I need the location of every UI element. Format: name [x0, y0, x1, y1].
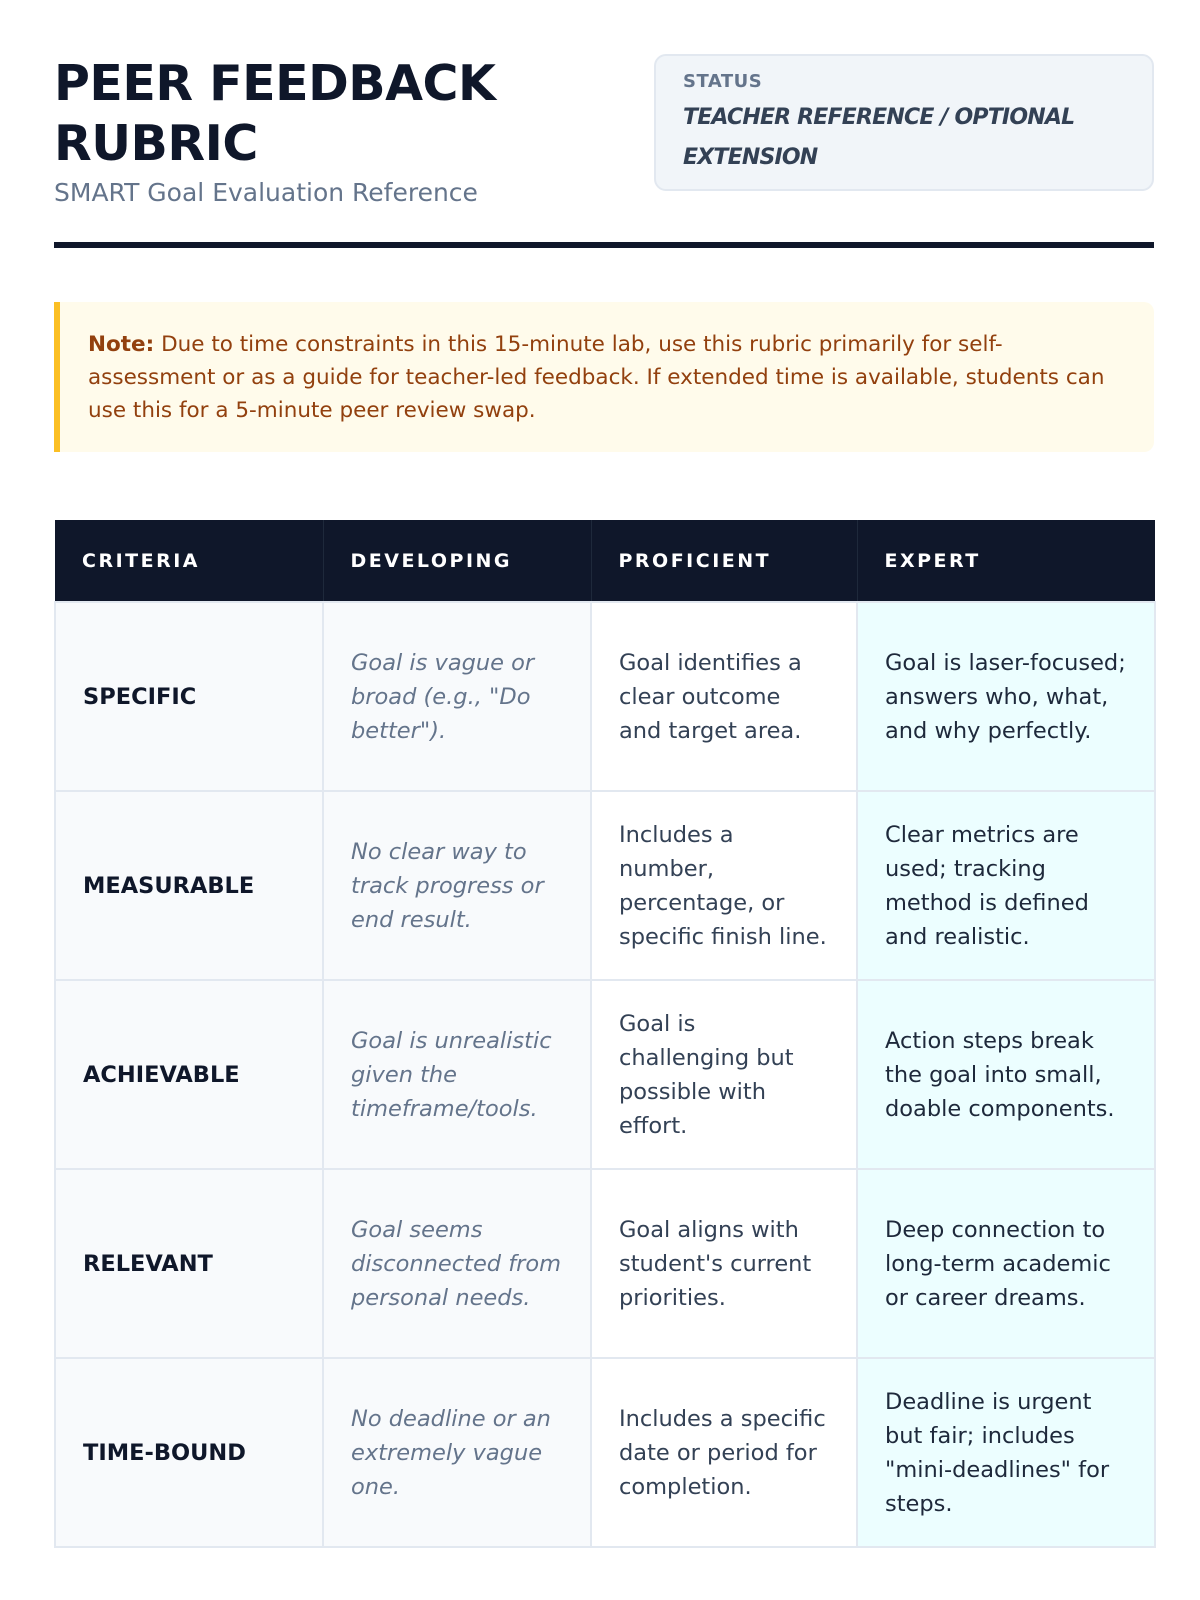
criteria-cell: RELEVANT	[55, 1169, 323, 1358]
status-label: STATUS	[683, 71, 763, 92]
rubric-table	[54, 520, 1156, 1548]
proficient-cell: Includes a number, percentage, or specific finish line.	[591, 791, 857, 980]
criteria-cell: TIME-BOUND	[55, 1358, 323, 1547]
column-header-proficient: PROFICIENT	[591, 520, 857, 602]
column-header-expert: EXPERT	[857, 520, 1155, 602]
expert-cell: Action steps break the goal into small, doable components.	[857, 980, 1155, 1169]
expert-cell: Goal is laser-focused; answers who, what, and why perfectly.	[857, 602, 1155, 791]
rubric-page	[54, 0, 1154, 1600]
table-row	[55, 1169, 1155, 1358]
column-header-developing: DEVELOPING	[323, 520, 591, 602]
table-row	[55, 791, 1155, 980]
proficient-cell: Goal aligns with student's current priorities.	[591, 1169, 857, 1358]
header-divider	[54, 242, 1154, 248]
table-row	[55, 1358, 1155, 1547]
developing-cell: No deadline or an extremely vague one.	[323, 1358, 591, 1547]
proficient-cell: Goal is challenging but possible with effort.	[591, 980, 857, 1169]
status-box	[654, 54, 1154, 191]
criteria-cell: MEASURABLE	[55, 791, 323, 980]
table-row	[55, 602, 1155, 791]
developing-cell: Goal seems disconnected from personal needs.	[323, 1169, 591, 1358]
criteria-cell: ACHIEVABLE	[55, 980, 323, 1169]
note-text: Due to time constraints in this 15-minute lab, use this rubric primarily for self-assessment or as a guide for teacher-led feedback. If extended time is available, students can use this for a 5-minute peer review swap.	[88, 332, 1105, 423]
header-row	[55, 520, 1155, 602]
page-subtitle: SMART Goal Evaluation Reference	[54, 178, 478, 207]
column-header-criteria: CRITERIA	[55, 520, 323, 602]
rubric-body	[55, 602, 1155, 1547]
table-row	[55, 980, 1155, 1169]
rubric-header	[55, 520, 1155, 602]
note-label: Note:	[88, 332, 155, 357]
status-value: TEACHER REFERENCE / OPTIONAL EXTENSION	[683, 105, 1075, 170]
developing-cell: No clear way to track progress or end result.	[323, 791, 591, 980]
expert-cell: Deadline is urgent but fair; includes "mini-deadlines" for steps.	[857, 1358, 1155, 1547]
proficient-cell: Includes a specific date or period for completion.	[591, 1358, 857, 1547]
page-header	[54, 54, 1154, 207]
proficient-cell: Goal identifies a clear outcome and target area.	[591, 602, 857, 791]
criteria-cell: SPECIFIC	[55, 602, 323, 791]
expert-cell: Deep connection to long-term academic or career dreams.	[857, 1169, 1155, 1358]
page-title: PEER FEEDBACK RUBRIC	[54, 55, 496, 172]
expert-cell: Clear metrics are used; tracking method is defined and realistic.	[857, 791, 1155, 980]
developing-cell: Goal is vague or broad (e.g., "Do better").	[323, 602, 591, 791]
note-callout	[54, 302, 1154, 452]
developing-cell: Goal is unrealistic given the timeframe/tools.	[323, 980, 591, 1169]
